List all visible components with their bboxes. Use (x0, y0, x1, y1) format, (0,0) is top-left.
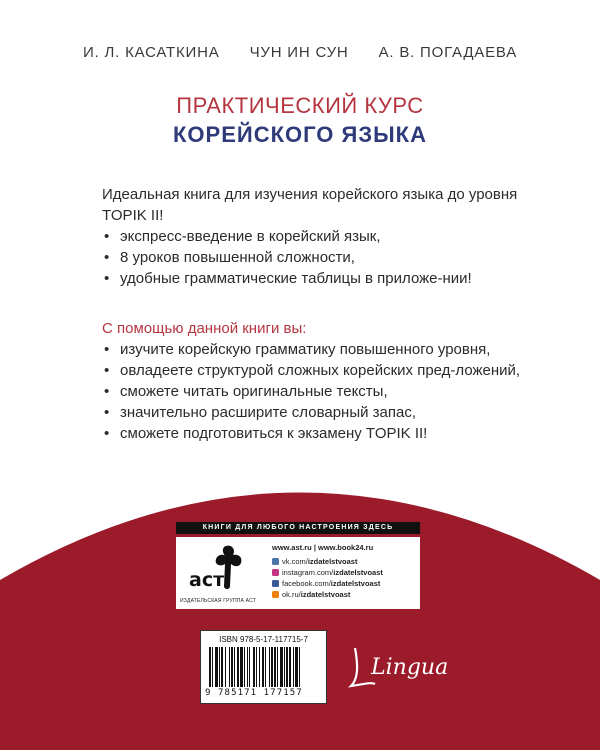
barcode-bar (274, 647, 276, 687)
social-handle: izdatelstvoast (300, 590, 351, 599)
barcode-bar (253, 647, 255, 687)
barcode-bar (219, 647, 220, 687)
barcode-bar (259, 647, 260, 687)
ok-icon (272, 591, 279, 598)
benefit-item: • сможете читать оригинальные тексты, (102, 382, 522, 402)
ast-logo-icon (186, 542, 252, 598)
features-list (102, 226, 522, 289)
social-handle: izdatelstvoast (333, 568, 383, 577)
social-prefix: facebook.com/ (282, 579, 331, 588)
barcode-bar (293, 647, 294, 687)
barcode-bar (299, 647, 300, 687)
title-line-2: КОРЕЙСКОГО ЯЗЫКА (173, 122, 427, 147)
barcode-bar (229, 647, 230, 687)
feature-item: • экспресс-введение в корейский язык, (102, 226, 522, 247)
barcode-bar (234, 647, 235, 687)
barcode-bar (249, 647, 250, 687)
author-name: ЧУН ИН СУН (249, 44, 349, 61)
social-link[interactable] (272, 568, 383, 577)
social-link[interactable] (272, 590, 350, 599)
barcode-bar (221, 647, 223, 687)
feature-item: • 8 уроков повышенной сложности, (102, 247, 522, 268)
websites[interactable]: www.ast.ru | www.book24.ru (272, 543, 374, 552)
title-line-1: ПРАКТИЧЕСКИЙ КУРС (176, 93, 424, 118)
barcode-bar (225, 647, 226, 687)
barcode-digits: 9 785171 177157 (205, 688, 303, 698)
tagline-bar: КНИГИ ДЛЯ ЛЮБОГО НАСТРОЕНИЯ ЗДЕСЬ (176, 522, 420, 534)
barcode-bar (269, 647, 270, 687)
social-handle: izdatelstvoast (307, 557, 358, 566)
barcode-bar (289, 647, 291, 687)
isbn-text: ISBN 978-5-17-117715-7 (219, 635, 308, 644)
benefits-heading: С помощью данной книги вы: (102, 320, 307, 337)
social-prefix: instagram.com/ (282, 568, 334, 577)
barcode-bar (284, 647, 285, 687)
feature-item: • удобные грамматические таблицы в приложе-нии! (102, 268, 522, 289)
logo-text: аст (189, 569, 225, 591)
social-handle: izdatelstvoast (330, 579, 381, 588)
social-prefix: ok.ru/ (282, 590, 301, 599)
benefit-item: • сможете подготовиться к экзамену TOPIK II! (102, 424, 522, 444)
barcode-bar (215, 647, 218, 687)
benefit-item: • овладеете структурой сложных корейских пред-ложений, (102, 361, 522, 381)
barcode-bar (265, 647, 266, 687)
social-link[interactable] (272, 557, 357, 566)
barcode-bar (244, 647, 245, 687)
benefits-list (102, 340, 522, 445)
barcode-bar (280, 647, 283, 687)
lingua-logo-icon (345, 640, 465, 690)
instagram-icon (272, 569, 279, 576)
authors (0, 44, 600, 61)
barcode-bar (295, 647, 298, 687)
barcode-box (200, 630, 327, 704)
barcode-bar (262, 647, 264, 687)
benefit-item: • изучите корейскую грамматику повышенного уровня, (102, 340, 522, 360)
publisher-name: ИЗДАТЕЛЬСКАЯ ГРУППА АСТ (180, 598, 256, 604)
intro-text: Идеальная книга для изучения корейского языка до уровня TOPIK II! (102, 186, 518, 224)
barcode-bar (286, 647, 288, 687)
barcode-bar (271, 647, 273, 687)
barcode-bar (277, 647, 278, 687)
barcode-bar (231, 647, 233, 687)
facebook-icon (272, 580, 279, 587)
imprint-text: Lingua (371, 655, 449, 680)
author-name: А. В. ПОГАДАЕВА (378, 44, 518, 61)
barcode-bar (237, 647, 239, 687)
barcode-bar (212, 647, 213, 687)
barcode-bar (247, 647, 248, 687)
vk-icon (272, 558, 279, 565)
author-name: И. Л. КАСАТКИНА (82, 44, 220, 61)
barcode-icon (209, 647, 318, 687)
barcode-bar (240, 647, 243, 687)
social-prefix: vk.com/ (282, 557, 308, 566)
barcode-bar (209, 647, 211, 687)
benefit-item: • значительно расширите словарный запас, (102, 403, 522, 423)
social-link[interactable] (272, 579, 380, 588)
barcode-bar (256, 647, 257, 687)
